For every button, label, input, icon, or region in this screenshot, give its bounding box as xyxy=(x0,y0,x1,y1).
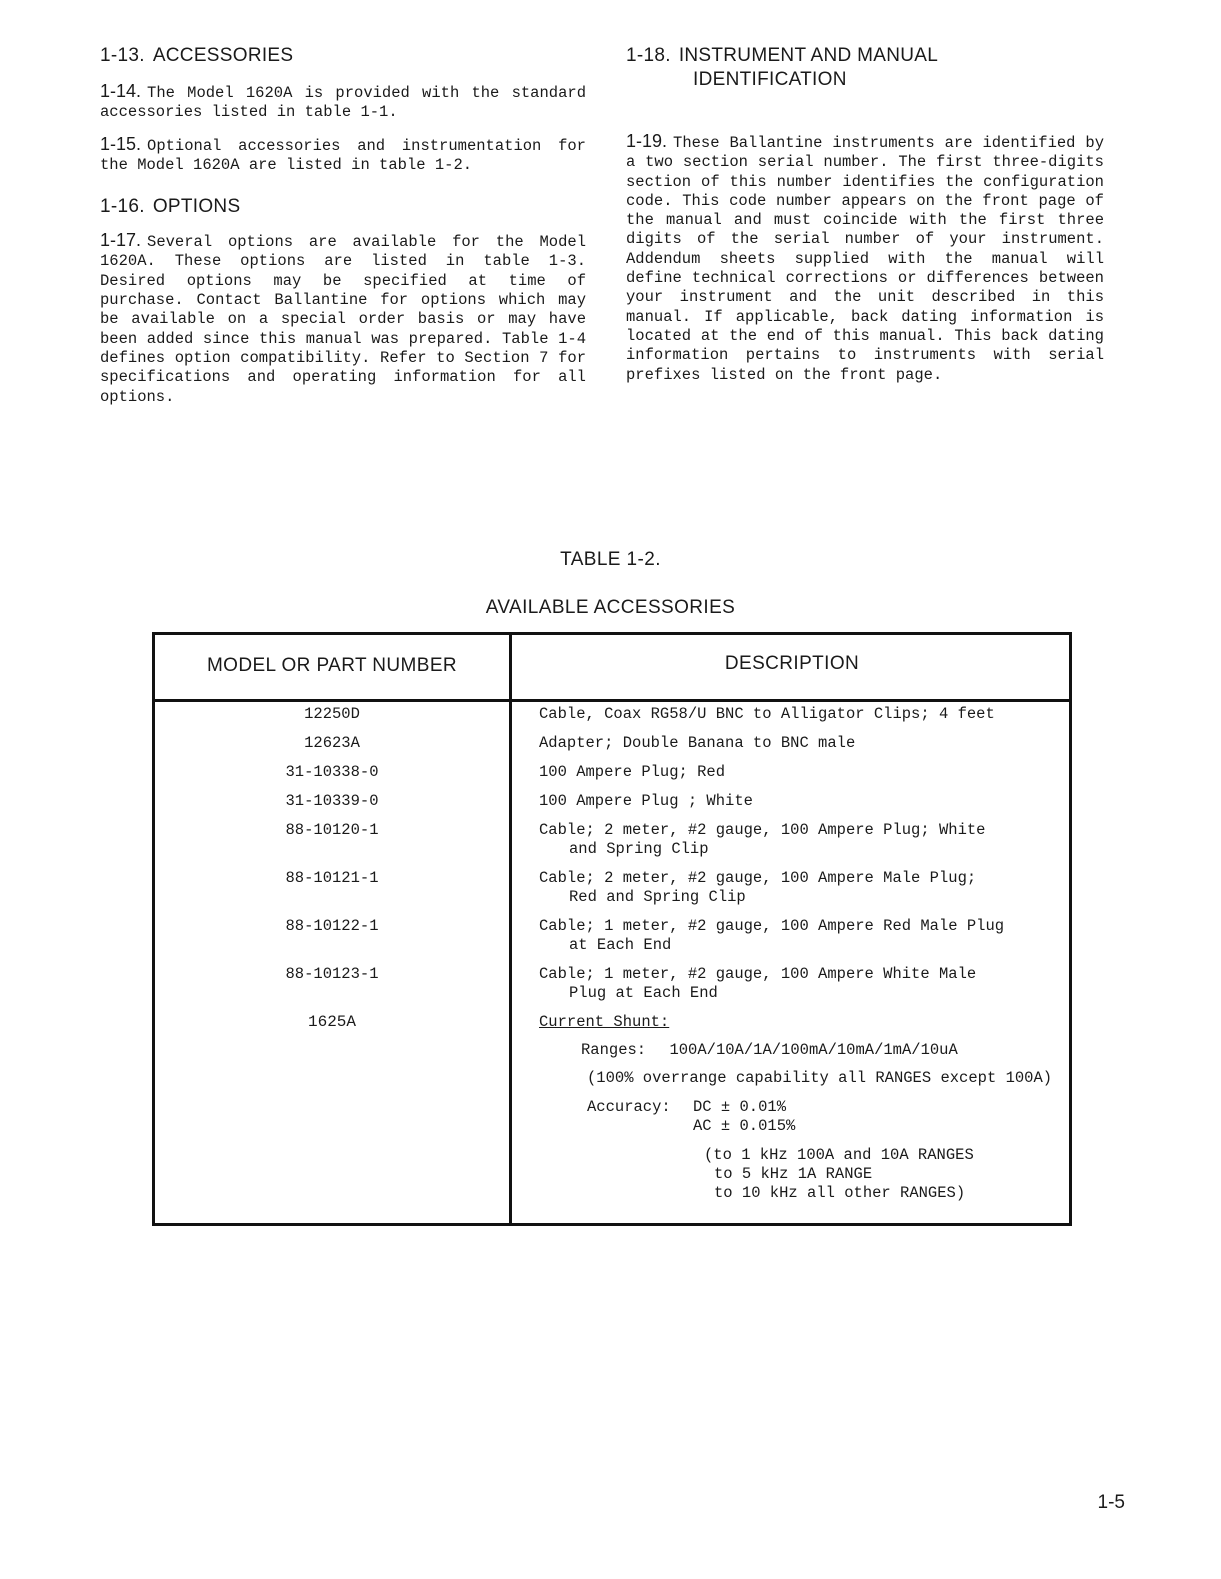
part-number: 31-10338-0 xyxy=(285,763,379,781)
paragraph-number: 1-17. xyxy=(100,230,142,251)
shunt-ranges xyxy=(581,1041,958,1060)
section-title-line2: IDENTIFICATION xyxy=(693,69,847,90)
paragraph-number: 1-19. xyxy=(626,131,668,151)
section-title: ACCESSORIES xyxy=(152,45,294,66)
description-line: Cable; 2 meter, #2 gauge, 100 Ampere Plug; White xyxy=(539,821,986,839)
section-number: 1-18. xyxy=(626,45,671,66)
paragraph-text: Several options are available for the Model 1620A. These options are listed in table 1-3. Desired options may be specified at time of purchase. Contact Ballantine for options which may be available on a special order basis or may have been added since this manual was prepared. Table 1-4 defines option compatibility. Refer to Section 7 for specifications and operating information for all options. xyxy=(100,233,586,406)
part-number: 12250D xyxy=(304,705,360,723)
description xyxy=(539,792,753,811)
paragraph-number: 1-15. xyxy=(100,133,142,154)
part-number: 1625A xyxy=(307,1013,356,1031)
table-caption: TABLE 1-2. xyxy=(560,549,661,570)
header-divider xyxy=(155,699,1069,702)
description-line: Cable; 1 meter, #2 gauge, 100 Ampere Red Male Plug xyxy=(539,917,1005,935)
description xyxy=(539,917,1004,955)
part-number: 88-10120-1 xyxy=(285,821,379,839)
left-column xyxy=(100,44,586,407)
description-line: 100 Ampere Plug ; White xyxy=(539,792,753,810)
paragraph-number: 1-14. xyxy=(100,81,142,101)
description xyxy=(539,763,725,782)
description-continuation: Red and Spring Clip xyxy=(569,888,746,906)
shunt-title: Current Shunt: xyxy=(539,1013,670,1031)
description-continuation: Plug at Each End xyxy=(569,984,718,1002)
ranges-label: Ranges: xyxy=(581,1041,647,1059)
section-title: OPTIONS xyxy=(152,196,241,218)
section-heading-options xyxy=(100,195,586,219)
description-line: Adapter; Double Banana to BNC male xyxy=(539,734,856,752)
description xyxy=(539,821,985,859)
description-line: Cable; 2 meter, #2 gauge, 100 Ampere Male Plug; xyxy=(539,869,977,887)
accuracy-label: Accuracy: xyxy=(587,1098,671,1116)
description-continuation: and Spring Clip xyxy=(569,840,709,858)
section-heading-identification xyxy=(626,44,1104,92)
paragraph-1-19 xyxy=(626,132,1104,385)
right-column xyxy=(626,44,1104,385)
freq-note-2: to 5 kHz 1A RANGE xyxy=(714,1165,873,1183)
page-number: 1-5 xyxy=(1097,1492,1125,1513)
shunt-description xyxy=(539,1013,669,1032)
part-number: 88-10123-1 xyxy=(285,965,379,983)
paragraph-text: These Ballantine instruments are identified by a two section serial number. The first three-digits section of this number identifies the configuration code. This code number appears on the front page of the manual and must coincide with the first three digits of the serial number of your instrument. Addendum sheets supplied with the manual will define technical corrections or differences between your instrument and the unit described in this manual. If applicable, back dating information is located at the end of this manual. This back dating information pertains to instruments with serial prefixes listed on the front page. xyxy=(626,134,1104,384)
freq-note-3: to 10 kHz all other RANGES) xyxy=(714,1184,966,1202)
paragraph-1-17 xyxy=(100,231,586,407)
accessories-table xyxy=(152,632,1072,1226)
paragraph-text: Optional accessories and instrumentation for the Model 1620A are listed in table 1-2. xyxy=(100,136,586,174)
paragraph-1-15 xyxy=(100,135,586,176)
description xyxy=(539,705,995,724)
section-number: 1-16. xyxy=(100,196,145,218)
header-model-or-part-number: MODEL OR PART NUMBER xyxy=(206,655,458,676)
part-number: 31-10339-0 xyxy=(285,792,379,810)
description-line: 100 Ampere Plug; Red xyxy=(539,763,726,781)
freq-note-1: (to 1 kHz 100A and 10A RANGES xyxy=(704,1146,974,1164)
section-number: 1-13. xyxy=(100,45,145,66)
table-title: AVAILABLE ACCESSORIES xyxy=(485,597,736,618)
description xyxy=(539,965,976,1003)
description-line: Cable, Coax RG58/U BNC to Alligator Clips; 4 feet xyxy=(539,705,995,723)
description-line: Cable; 1 meter, #2 gauge, 100 Ampere White Male xyxy=(539,965,977,983)
accuracy-ac: AC ± 0.015% xyxy=(693,1117,796,1135)
part-number: 88-10122-1 xyxy=(285,917,379,935)
shunt-overrange: (100% overrange capability all RANGES except 100A) xyxy=(587,1069,1053,1087)
part-number: 88-10121-1 xyxy=(285,869,379,887)
part-number: 12623A xyxy=(304,734,360,752)
section-title-line1: INSTRUMENT AND MANUAL xyxy=(678,45,939,66)
description-continuation: at Each End xyxy=(569,936,672,954)
paragraph-1-14 xyxy=(100,82,586,123)
ranges-value: 100A/10A/1A/100mA/10mA/1mA/10uA xyxy=(669,1041,958,1059)
paragraph-text: The Model 1620A is provided with the standard accessories listed in table 1-1. xyxy=(100,84,586,122)
description xyxy=(539,869,976,907)
header-description: DESCRIPTION xyxy=(724,653,860,674)
accuracy-dc: DC ± 0.01% xyxy=(693,1098,787,1116)
description xyxy=(539,734,855,753)
section-heading-accessories xyxy=(100,44,586,68)
column-divider xyxy=(509,635,512,1223)
